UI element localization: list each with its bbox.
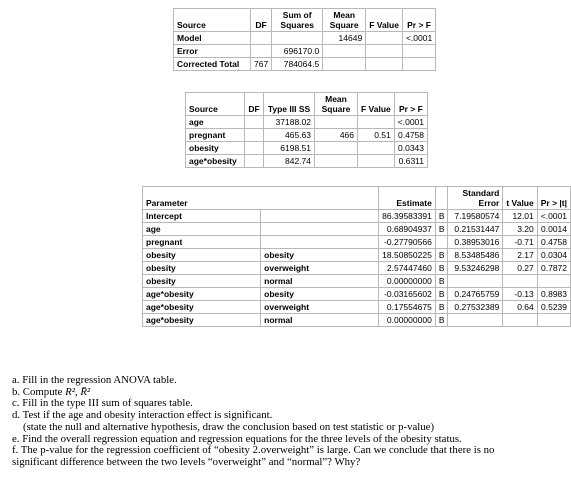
type3-ss: 6198.51 <box>264 142 315 155</box>
estimates-p: 0.0014 <box>537 223 570 236</box>
estimates-flag: B <box>435 223 448 236</box>
estimates-param-level: overweight <box>261 262 379 275</box>
estimates-param-effect: Intercept <box>143 210 261 223</box>
estimates-row <box>143 210 571 223</box>
estimates-se: 0.27532389 <box>448 301 503 314</box>
estimates-estimate: -0.27790566 <box>379 236 436 249</box>
estimates-flag: B <box>435 288 448 301</box>
estimates-se: 8.53485486 <box>448 249 503 262</box>
type3-p: 0.4758 <box>394 129 427 142</box>
anova-table <box>173 8 436 71</box>
anova-header-row <box>174 9 436 32</box>
estimates-param-effect: age*obesity <box>143 288 261 301</box>
estimates-p: <.0001 <box>537 210 570 223</box>
type3-p: 0.6311 <box>394 155 427 168</box>
type3-header-f: F Value <box>358 93 395 116</box>
estimates-se: 0.24765759 <box>448 288 503 301</box>
estimates-p <box>537 275 570 288</box>
type3-header-source: Source <box>186 93 245 116</box>
type3-header-row <box>186 93 428 116</box>
estimates-t: 0.64 <box>503 301 537 314</box>
estimates-row <box>143 249 571 262</box>
estimates-flag: B <box>435 249 448 262</box>
type3-table <box>185 92 428 168</box>
question-d-note: (state the null and alternative hypothesis, draw the conclusion based on test statistic or p-value) <box>23 420 435 433</box>
type3-p: 0.0343 <box>394 142 427 155</box>
anova-source: Error <box>174 45 251 58</box>
estimates-estimate: 18.50850225 <box>379 249 436 262</box>
type3-ms <box>315 155 358 168</box>
estimates-header-se: Standard Error <box>448 187 503 210</box>
estimates-flag <box>435 236 448 249</box>
question-a: a. Fill in the regression ANOVA table. <box>12 374 177 386</box>
estimates-estimate: 0.00000000 <box>379 314 436 327</box>
estimates-row <box>143 301 571 314</box>
type3-source: age <box>186 116 245 129</box>
estimates-row <box>143 288 571 301</box>
type3-header-ss: Type III SS <box>264 93 315 116</box>
estimates-flag: B <box>435 301 448 314</box>
anova-header-ss: Sum of Squares <box>272 9 323 32</box>
estimates-param-effect: pregnant <box>143 236 261 249</box>
estimates-t <box>503 275 537 288</box>
anova-header-df: DF <box>251 9 272 32</box>
estimates-p <box>537 314 570 327</box>
anova-f <box>366 58 403 71</box>
estimates-param-level <box>261 223 379 236</box>
anova-f <box>366 45 403 58</box>
type3-source: obesity <box>186 142 245 155</box>
estimates-param-level: normal <box>261 275 379 288</box>
estimates-header-t: t Value <box>503 187 537 210</box>
estimates-p: 0.4758 <box>537 236 570 249</box>
type3-header-df: DF <box>245 93 264 116</box>
estimates-estimate: 2.57447460 <box>379 262 436 275</box>
anova-f <box>366 32 403 45</box>
estimates-header-p: Pr > |t| <box>537 187 570 210</box>
estimates-header-estimate: Estimate <box>379 187 436 210</box>
anova-header-source: Source <box>174 9 251 32</box>
anova-ms: 14649 <box>323 32 366 45</box>
type3-row-pregnant <box>186 129 428 142</box>
anova-header-f: F Value <box>366 9 403 32</box>
estimates-flag: B <box>435 210 448 223</box>
anova-ss: 696170.0 <box>272 45 323 58</box>
estimates-param-effect: age*obesity <box>143 314 261 327</box>
question-f-line1: f. The p-value for the regression coefficient of “obesity 2.overweight” is large. Can we conclude that there is no <box>12 444 495 457</box>
estimates-param-effect: obesity <box>143 275 261 288</box>
estimates-estimate: 86.39583391 <box>379 210 436 223</box>
type3-ms <box>315 116 358 129</box>
question-e: e. Find the overall regression equation and regression equations for the three levels of the obesity status. <box>12 432 462 445</box>
estimates-row <box>143 262 571 275</box>
type3-row-age-obesity <box>186 155 428 168</box>
question-d: d. Test if the age and obesity interaction effect is significant. <box>12 409 273 422</box>
question-b-math: R², R̄² <box>65 385 91 398</box>
estimates-param-effect: age*obesity <box>143 301 261 314</box>
anova-df: 767 <box>251 58 272 71</box>
type3-ss: 842.74 <box>264 155 315 168</box>
estimates-flag: B <box>435 275 448 288</box>
anova-ss <box>272 32 323 45</box>
estimates-table <box>142 186 571 327</box>
estimates-estimate: -0.03165602 <box>379 288 436 301</box>
type3-row-obesity <box>186 142 428 155</box>
type3-row-age <box>186 116 428 129</box>
question-b-prefix: b. Compute <box>12 385 66 398</box>
anova-ms <box>323 45 366 58</box>
estimates-estimate: 0.68904937 <box>379 223 436 236</box>
estimates-param-level <box>261 236 379 249</box>
type3-ss: 37188.02 <box>264 116 315 129</box>
type3-ss: 465.63 <box>264 129 315 142</box>
estimates-t <box>503 314 537 327</box>
estimates-p: 0.8983 <box>537 288 570 301</box>
estimates-t: 3.20 <box>503 223 537 236</box>
estimates-param-effect: age <box>143 223 261 236</box>
type3-f <box>358 142 395 155</box>
anova-header-p: Pr > F <box>402 9 435 32</box>
type3-df <box>245 155 264 168</box>
type3-f <box>358 116 395 129</box>
estimates-t: 0.27 <box>503 262 537 275</box>
estimates-flag: B <box>435 262 448 275</box>
estimates-t: 12.01 <box>503 210 537 223</box>
estimates-se: 0.38953016 <box>448 236 503 249</box>
estimates-header-parameter: Parameter <box>143 187 379 210</box>
type3-ms: 466 <box>315 129 358 142</box>
estimates-p: 0.0304 <box>537 249 570 262</box>
estimates-param-level <box>261 210 379 223</box>
estimates-se: 0.21531447 <box>448 223 503 236</box>
estimates-param-level: obesity <box>261 249 379 262</box>
type3-f <box>358 155 395 168</box>
type3-df <box>245 129 264 142</box>
estimates-row <box>143 236 571 249</box>
type3-source: pregnant <box>186 129 245 142</box>
estimates-row <box>143 275 571 288</box>
anova-source: Corrected Total <box>174 58 251 71</box>
question-c: c. Fill in the type III sum of squares table. <box>12 397 193 410</box>
type3-p: <.0001 <box>394 116 427 129</box>
estimates-t: 2.17 <box>503 249 537 262</box>
type3-header-p: Pr > F <box>394 93 427 116</box>
estimates-header-flag <box>435 187 448 210</box>
type3-f: 0.51 <box>358 129 395 142</box>
type3-header-ms: Mean Square <box>315 93 358 116</box>
anova-df <box>251 45 272 58</box>
anova-ms <box>323 58 366 71</box>
anova-p <box>402 45 435 58</box>
estimates-row <box>143 314 571 327</box>
estimates-se <box>448 275 503 288</box>
estimates-param-level: overweight <box>261 301 379 314</box>
estimates-estimate: 0.17554675 <box>379 301 436 314</box>
type3-df <box>245 142 264 155</box>
type3-source: age*obesity <box>186 155 245 168</box>
questions-block <box>12 375 565 469</box>
anova-header-ms: Mean Square <box>323 9 366 32</box>
estimates-flag: B <box>435 314 448 327</box>
estimates-se: 9.53246298 <box>448 262 503 275</box>
estimates-param-level: obesity <box>261 288 379 301</box>
estimates-t: -0.13 <box>503 288 537 301</box>
anova-p <box>402 58 435 71</box>
type3-df <box>245 116 264 129</box>
estimates-p: 0.7872 <box>537 262 570 275</box>
anova-row-error <box>174 45 436 58</box>
estimates-param-effect: obesity <box>143 262 261 275</box>
estimates-t: -0.71 <box>503 236 537 249</box>
anova-row-model <box>174 32 436 45</box>
type3-ms <box>315 142 358 155</box>
anova-p: <.0001 <box>402 32 435 45</box>
question-f-line2: significant difference between the two levels “overweight” and “normal”? Why? <box>12 455 361 468</box>
anova-row-total <box>174 58 436 71</box>
anova-df <box>251 32 272 45</box>
estimates-row <box>143 223 571 236</box>
estimates-estimate: 0.00000000 <box>379 275 436 288</box>
estimates-p: 0.5239 <box>537 301 570 314</box>
anova-ss: 784064.5 <box>272 58 323 71</box>
anova-source: Model <box>174 32 251 45</box>
estimates-se: 7.19580574 <box>448 210 503 223</box>
estimates-param-effect: obesity <box>143 249 261 262</box>
estimates-header-row <box>143 187 571 210</box>
estimates-se <box>448 314 503 327</box>
estimates-param-level: normal <box>261 314 379 327</box>
